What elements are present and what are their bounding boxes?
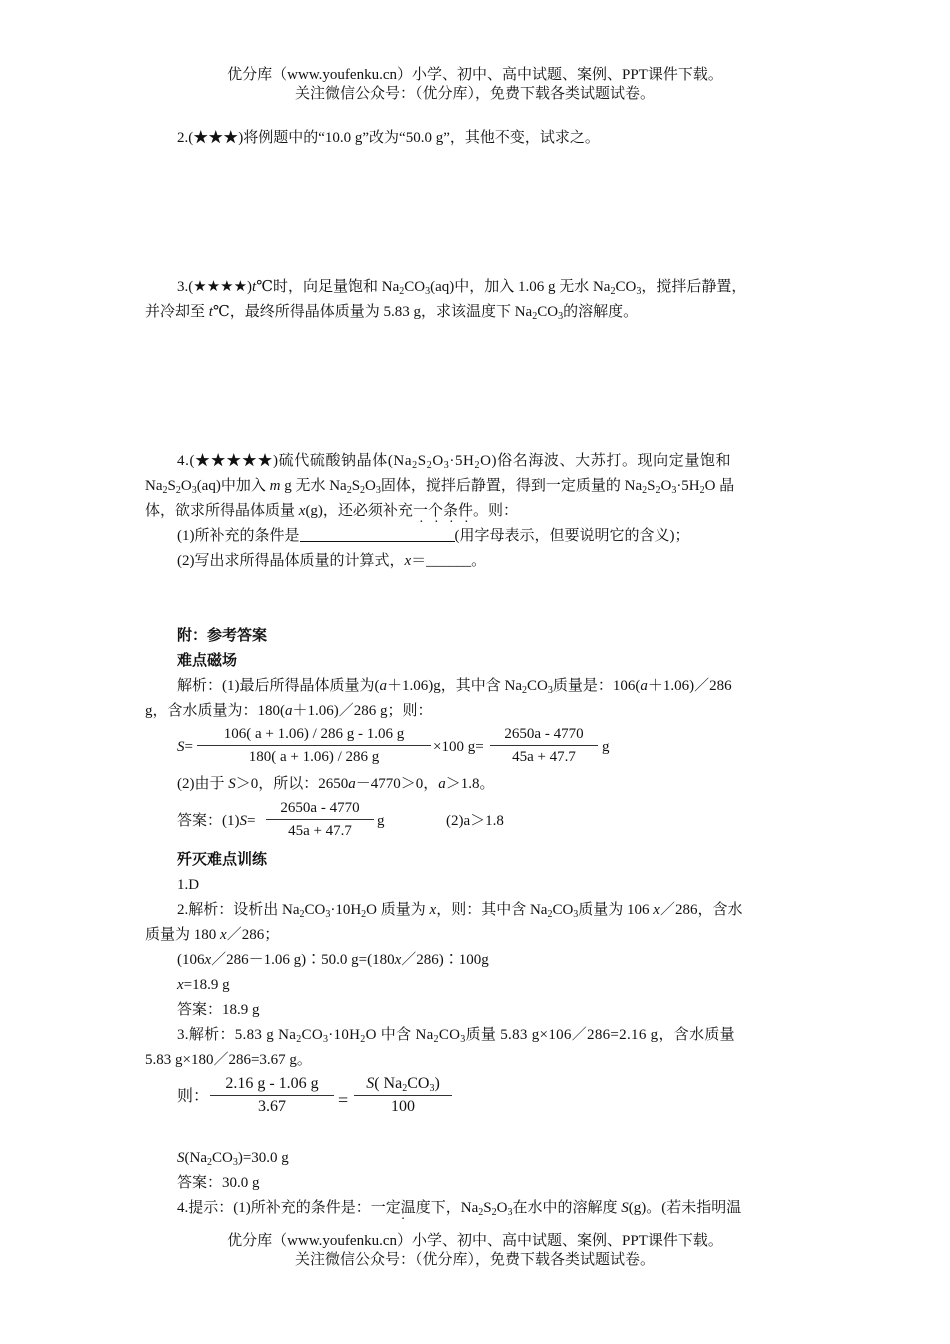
answer-1-line3: (2)由于 S＞0，所以：2650a－4770＞0，a＞1.8。 xyxy=(177,776,495,792)
page-footer-line1: 优分库（www.youfenku.cn）小学、初中、高中试题、案例、PPT课件下载。 xyxy=(227,1233,723,1249)
fraction-equals: = xyxy=(338,1090,349,1110)
emphasis-text: 一定温度下 · xyxy=(371,1198,446,1218)
training-2-line3: (106x／286－1.06 g)∶50.0 g=(180x／286)∶100g xyxy=(177,952,489,968)
fraction-1-numerator: 106( a + 1.06) / 286 g - 1.06 g xyxy=(223,726,405,742)
question-3-line2: 并冷却至 t℃，最终所得晶体质量为 5.83 g，求该温度下 $Na_2CO_3$的溶解度。 xyxy=(145,304,639,322)
answers-title: 附：参考答案 xyxy=(177,628,268,644)
question-3-line1: 3.(★★★★)t℃时，向足量饱和 $Na_2CO_3(aq)$中，加入 1.06 g 无水 $Na_2CO_3$，搅拌后静置， xyxy=(177,279,747,297)
fraction-4-denominator: 3.67 xyxy=(258,1098,286,1115)
answer-1-unit: g xyxy=(377,813,385,829)
fraction-3-denominator: 45a + 47.7 xyxy=(288,823,352,839)
question-4-line2: $Na_2S_2O_3(aq)$中加入 m g 无水 $Na_2S_2O_3$固体，搅拌后静置，得到一定质量的 $Na_2S_2O_3\cdot 5H_2O$ 晶 xyxy=(145,478,735,496)
fraction-5-bar xyxy=(354,1095,452,1096)
section-nandian-cichang: 难点磁场 xyxy=(177,653,238,669)
training-2-line4: x=18.9 g xyxy=(177,977,230,993)
fraction-2 xyxy=(490,724,598,767)
training-2-line1: 2.解析：设析出 $Na_2CO_3\cdot 10H_2O$ 质量为 x，则：其中含 $Na_2CO_3$质量为 106 x／286，含水 xyxy=(177,902,743,920)
question-4-sub2: (2)写出求所得晶体质量的计算式，x＝______。 xyxy=(177,553,487,569)
page-header-line2: 关注微信公众号：（优分库），免费下载各类试题试卷。 xyxy=(294,86,655,102)
training-answer-1: 1.D xyxy=(177,877,200,893)
page-footer-line2: 关注微信公众号：（优分库），免费下载各类试题试卷。 xyxy=(294,1252,655,1268)
training-4-line1: 4.提示：(1)所补充的条件是：一定温度下 ·，$Na_2S_2O_3$在水中的溶解度 S(g)。(若未指明温 xyxy=(177,1198,741,1218)
fraction-4 xyxy=(210,1074,334,1117)
fraction-1 xyxy=(197,724,431,767)
training-3-line2: 5.83 g×180／286=3.67 g。 xyxy=(145,1052,312,1068)
question-2: 2.(★★★)将例题中的“10.0 g”改为“50.0 g”，其他不变，试求之。 xyxy=(177,130,600,146)
fraction-3-numerator: 2650a - 4770 xyxy=(280,800,360,816)
fraction-3 xyxy=(266,798,374,841)
fraction-4-bar xyxy=(210,1095,334,1096)
training-3-result: $S(Na_2CO_3)=30.0$ g xyxy=(177,1150,289,1168)
training-3-then: 则： xyxy=(177,1088,210,1105)
fraction-2-denominator: 45a + 47.7 xyxy=(512,749,576,765)
question-4-line3: 体，欲求所得晶体质量 x(g)，还必须补充一个条件。则： xyxy=(145,503,519,519)
fraction-1-denominator: 180( a + 1.06) / 286 g xyxy=(248,749,380,765)
question-4-line1: 4.(★★★★★)硫代硫酸钠晶体$(Na_2S_2O_3\cdot 5H_2O)$俗名海波、大苏打。现向定量饱和 xyxy=(177,453,732,471)
training-2-answer: 答案：18.9 g xyxy=(177,1002,260,1018)
fraction-4-numerator: 2.16 g - 1.06 g xyxy=(225,1075,319,1092)
formula-unit: g xyxy=(602,739,610,755)
fraction-3-bar xyxy=(266,819,374,820)
answer-1-line2: g，含水质量为：180(a＋1.06)／286 g；则： xyxy=(145,703,433,719)
fraction-2-numerator: 2650a - 4770 xyxy=(504,726,584,742)
training-2-line2: 质量为 180 x／286； xyxy=(145,927,280,943)
page-header-line1: 优分库（www.youfenku.cn）小学、初中、高中试题、案例、PPT课件下载。 xyxy=(227,67,723,83)
answer-1-result-label: 答案：(1)S= xyxy=(177,813,256,829)
answer-1-line1: 解析：(1)最后所得晶体质量为(a＋1.06)g，其中含 $Na_2CO_3$质量是：106(a＋1.06)／286 xyxy=(177,678,732,696)
answer-blank[interactable] xyxy=(300,526,455,542)
fraction-2-bar xyxy=(490,745,598,746)
question-4-sub1: (1)所补充的条件是 (用字母表示，但要说明它的含义)； xyxy=(177,528,690,544)
fraction-5-numerator: S( $Na_2CO_3$) xyxy=(366,1075,440,1094)
fraction-1-bar xyxy=(197,745,431,746)
training-3-line1: 3.解析：5.83 g $Na_2CO_3\cdot 10H_2O$ 中含 $Na_2CO_3$质量 5.83 g×106／286=2.16 g，含水质量 xyxy=(177,1027,735,1045)
fraction-5 xyxy=(354,1074,452,1117)
formula-multiply: ×100 g= xyxy=(433,739,484,755)
training-3-answer: 答案：30.0 g xyxy=(177,1175,260,1191)
fraction-5-denominator: 100 xyxy=(391,1098,415,1115)
section-jianmie-xunlian: 歼灭难点训练 xyxy=(177,852,268,868)
answer-1-part2: (2)a＞1.8 xyxy=(446,813,504,829)
formula-s-label: S= xyxy=(177,739,193,755)
